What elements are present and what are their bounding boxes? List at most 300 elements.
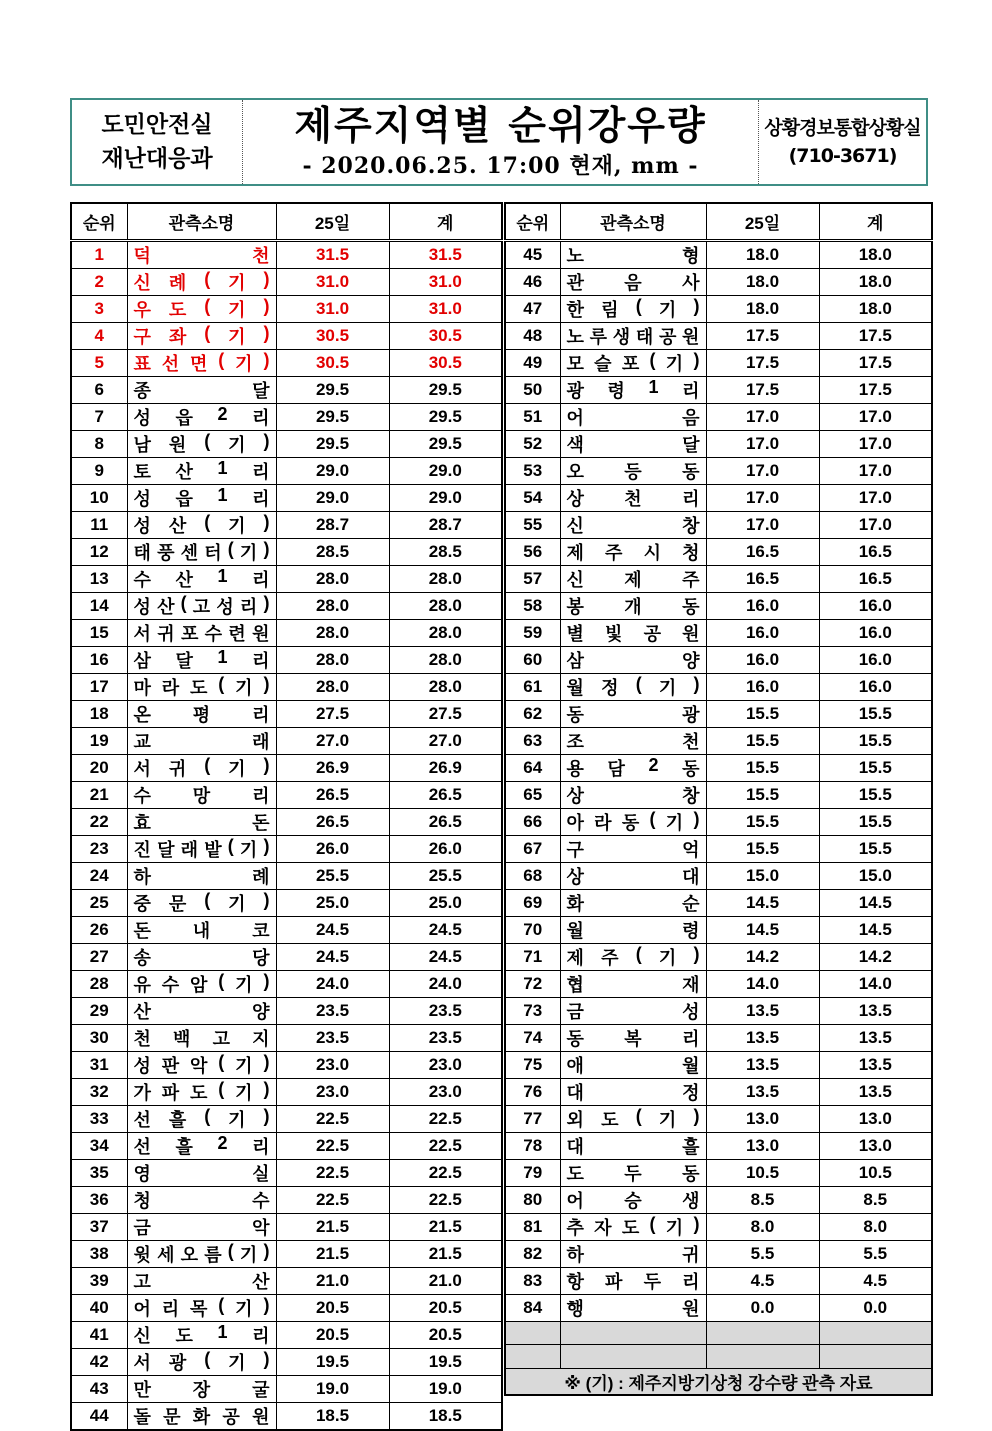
table-row bbox=[71, 1213, 502, 1240]
table-row bbox=[71, 700, 502, 727]
table-row bbox=[505, 1105, 932, 1132]
total-rain-cell: 26.5 bbox=[389, 808, 502, 835]
total-rain-cell: 13.5 bbox=[819, 1024, 932, 1051]
station-name-cell bbox=[560, 322, 706, 349]
day-rain-cell: 13.5 bbox=[706, 1078, 819, 1105]
day-rain-cell: 19.5 bbox=[276, 1348, 389, 1375]
station-name-cell bbox=[127, 1159, 276, 1186]
day-rain-cell: 28.0 bbox=[276, 646, 389, 673]
station-name: 중 문 ( 기 ) bbox=[133, 889, 270, 914]
day-rain-cell: 17.5 bbox=[706, 376, 819, 403]
station-name-cell bbox=[127, 349, 276, 376]
title-box bbox=[243, 100, 759, 184]
station-name: 동 복 리 bbox=[566, 1028, 700, 1049]
total-rain-cell: 5.5 bbox=[819, 1240, 932, 1267]
day-rain-cell: 0.0 bbox=[706, 1294, 819, 1321]
total-rain-cell: 13.0 bbox=[819, 1132, 932, 1159]
rank-cell: 79 bbox=[505, 1159, 560, 1186]
station-name: 어 음 bbox=[566, 407, 700, 428]
day-rain-cell: 26.5 bbox=[276, 781, 389, 808]
col-station: 관측소명 bbox=[127, 203, 276, 240]
rank-cell: 7 bbox=[71, 403, 127, 430]
table-row bbox=[71, 916, 502, 943]
table-row bbox=[505, 592, 932, 619]
day-rain-cell: 27.5 bbox=[276, 700, 389, 727]
table-row bbox=[71, 295, 502, 322]
rank-cell: 83 bbox=[505, 1267, 560, 1294]
station-name: 금 성 bbox=[566, 1001, 700, 1022]
rank-cell: 54 bbox=[505, 484, 560, 511]
day-rain-cell: 24.5 bbox=[276, 943, 389, 970]
total-rain-cell: 13.5 bbox=[819, 997, 932, 1024]
station-name: 표 선 면 ( 기 ) bbox=[133, 349, 270, 374]
station-name-cell bbox=[127, 727, 276, 754]
rank-cell: 63 bbox=[505, 727, 560, 754]
empty-cell bbox=[819, 1321, 932, 1345]
station-name-cell bbox=[127, 484, 276, 511]
station-name: 신 제 주 bbox=[566, 569, 700, 590]
station-name: 종 달 bbox=[133, 380, 270, 401]
station-name-cell bbox=[560, 1051, 706, 1078]
total-rain-cell: 0.0 bbox=[819, 1294, 932, 1321]
station-name-cell bbox=[560, 754, 706, 781]
total-rain-cell: 17.0 bbox=[819, 457, 932, 484]
rank-cell: 29 bbox=[71, 997, 127, 1024]
station-name: 영 실 bbox=[133, 1163, 270, 1184]
total-rain-cell: 15.0 bbox=[819, 862, 932, 889]
station-name-cell bbox=[127, 295, 276, 322]
rank-cell: 27 bbox=[71, 943, 127, 970]
rank-cell: 75 bbox=[505, 1051, 560, 1078]
station-name-cell bbox=[127, 1294, 276, 1321]
table-row bbox=[71, 1321, 502, 1348]
empty-row bbox=[505, 1321, 932, 1345]
col-total: 계 bbox=[819, 203, 932, 240]
table-row bbox=[505, 430, 932, 457]
total-rain-cell: 13.0 bbox=[819, 1105, 932, 1132]
rank-cell: 61 bbox=[505, 673, 560, 700]
station-name-cell bbox=[127, 1321, 276, 1348]
table-row bbox=[71, 565, 502, 592]
table-row bbox=[71, 1051, 502, 1078]
total-rain-cell: 31.0 bbox=[389, 268, 502, 295]
total-rain-cell: 21.5 bbox=[389, 1240, 502, 1267]
total-rain-cell: 14.5 bbox=[819, 889, 932, 916]
empty-cell bbox=[505, 1345, 560, 1369]
station-name-cell bbox=[127, 997, 276, 1024]
total-rain-cell: 22.5 bbox=[389, 1186, 502, 1213]
table-row bbox=[71, 1159, 502, 1186]
table-row bbox=[71, 1402, 502, 1430]
total-rain-cell: 28.5 bbox=[389, 538, 502, 565]
station-name-cell bbox=[127, 781, 276, 808]
station-name: 수 망 리 bbox=[133, 785, 270, 806]
day-rain-cell: 16.0 bbox=[706, 592, 819, 619]
total-rain-cell: 17.0 bbox=[819, 403, 932, 430]
day-rain-cell: 24.0 bbox=[276, 970, 389, 997]
rank-cell: 65 bbox=[505, 781, 560, 808]
station-name: 선 흘 ( 기 ) bbox=[133, 1105, 270, 1130]
rank-cell: 47 bbox=[505, 295, 560, 322]
table-row bbox=[505, 781, 932, 808]
day-rain-cell: 31.0 bbox=[276, 268, 389, 295]
rank-cell: 53 bbox=[505, 457, 560, 484]
station-name: 온 평 리 bbox=[133, 704, 270, 725]
rank-cell: 35 bbox=[71, 1159, 127, 1186]
station-name: 별 빛 공 원 bbox=[566, 623, 700, 644]
rank-cell: 33 bbox=[71, 1105, 127, 1132]
station-name: 도 두 동 bbox=[566, 1163, 700, 1184]
rainfall-table-right bbox=[504, 202, 933, 1396]
station-name: 선 흘 2 리 bbox=[133, 1132, 270, 1157]
total-rain-cell: 30.5 bbox=[389, 349, 502, 376]
table-row bbox=[505, 538, 932, 565]
station-name: 삼 달 1 리 bbox=[133, 646, 270, 671]
empty-cell bbox=[706, 1321, 819, 1345]
station-name: 아 라 동 ( 기 ) bbox=[566, 808, 700, 833]
day-rain-cell: 14.5 bbox=[706, 889, 819, 916]
contact-box bbox=[759, 100, 926, 184]
station-name: 어 리 목 ( 기 ) bbox=[133, 1294, 270, 1319]
day-rain-cell: 21.5 bbox=[276, 1213, 389, 1240]
table-header-row bbox=[71, 203, 502, 240]
rank-cell: 64 bbox=[505, 754, 560, 781]
rank-cell: 16 bbox=[71, 646, 127, 673]
rank-cell: 82 bbox=[505, 1240, 560, 1267]
day-rain-cell: 15.0 bbox=[706, 862, 819, 889]
total-rain-cell: 21.5 bbox=[389, 1213, 502, 1240]
total-rain-cell: 29.0 bbox=[389, 457, 502, 484]
table-row bbox=[505, 511, 932, 538]
total-rain-cell: 17.0 bbox=[819, 484, 932, 511]
day-rain-cell: 15.5 bbox=[706, 700, 819, 727]
station-name: 성 산 ( 고 성 리 ) bbox=[133, 592, 270, 617]
day-rain-cell: 16.0 bbox=[706, 619, 819, 646]
station-name: 청 수 bbox=[133, 1190, 270, 1211]
day-rain-cell: 8.5 bbox=[706, 1186, 819, 1213]
total-rain-cell: 17.5 bbox=[819, 322, 932, 349]
station-name-cell bbox=[560, 700, 706, 727]
total-rain-cell: 17.0 bbox=[819, 430, 932, 457]
table-row bbox=[71, 970, 502, 997]
office-name: 상황경보통합상황실 bbox=[764, 117, 921, 139]
table-row bbox=[71, 1375, 502, 1402]
office-phone: (710-3671) bbox=[788, 145, 897, 167]
col-day: 25일 bbox=[276, 203, 389, 240]
station-name: 성 읍 1 리 bbox=[133, 484, 270, 509]
table-row bbox=[505, 403, 932, 430]
station-name-cell bbox=[560, 835, 706, 862]
station-name: 윗 세 오 름 ( 기 ) bbox=[133, 1240, 270, 1265]
station-name-cell bbox=[560, 565, 706, 592]
station-name-cell bbox=[560, 430, 706, 457]
day-rain-cell: 25.0 bbox=[276, 889, 389, 916]
total-rain-cell: 23.0 bbox=[389, 1051, 502, 1078]
day-rain-cell: 22.5 bbox=[276, 1186, 389, 1213]
total-rain-cell: 18.0 bbox=[819, 240, 932, 268]
day-rain-cell: 16.0 bbox=[706, 646, 819, 673]
rank-cell: 46 bbox=[505, 268, 560, 295]
table-row bbox=[71, 592, 502, 619]
station-name: 돈 내 코 bbox=[133, 920, 270, 941]
rank-cell: 48 bbox=[505, 322, 560, 349]
total-rain-cell: 31.0 bbox=[389, 295, 502, 322]
rank-cell: 66 bbox=[505, 808, 560, 835]
station-name: 성 읍 2 리 bbox=[133, 403, 270, 428]
total-rain-cell: 17.5 bbox=[819, 376, 932, 403]
day-rain-cell: 15.5 bbox=[706, 727, 819, 754]
table-row bbox=[505, 484, 932, 511]
station-name: 노 루 생 태 공 원 bbox=[566, 326, 700, 347]
total-rain-cell: 23.5 bbox=[389, 997, 502, 1024]
day-rain-cell: 17.0 bbox=[706, 403, 819, 430]
rank-cell: 45 bbox=[505, 240, 560, 268]
table-row bbox=[71, 619, 502, 646]
station-name: 하 례 bbox=[133, 866, 270, 887]
table-row bbox=[505, 727, 932, 754]
station-name-cell bbox=[560, 727, 706, 754]
station-name-cell bbox=[127, 376, 276, 403]
table-row bbox=[505, 1024, 932, 1051]
station-name: 삼 양 bbox=[566, 650, 700, 671]
total-rain-cell: 24.5 bbox=[389, 943, 502, 970]
station-name: 진 달 래 밭 ( 기 ) bbox=[133, 835, 270, 860]
rank-cell: 58 bbox=[505, 592, 560, 619]
station-name-cell bbox=[127, 1132, 276, 1159]
day-rain-cell: 28.7 bbox=[276, 511, 389, 538]
station-name: 조 천 bbox=[566, 731, 700, 752]
total-rain-cell: 24.0 bbox=[389, 970, 502, 997]
table-row bbox=[71, 322, 502, 349]
table-row bbox=[71, 781, 502, 808]
station-name: 구 좌 ( 기 ) bbox=[133, 322, 270, 347]
station-name: 효 돈 bbox=[133, 812, 270, 833]
station-name: 색 달 bbox=[566, 434, 700, 455]
table-row bbox=[505, 889, 932, 916]
table-row bbox=[71, 484, 502, 511]
station-name-cell bbox=[127, 240, 276, 268]
rank-cell: 1 bbox=[71, 240, 127, 268]
station-name: 천 백 고 지 bbox=[133, 1028, 270, 1049]
station-name-cell bbox=[560, 484, 706, 511]
station-name: 외 도 ( 기 ) bbox=[566, 1105, 700, 1130]
day-rain-cell: 27.0 bbox=[276, 727, 389, 754]
table-row bbox=[505, 457, 932, 484]
station-name-cell bbox=[127, 943, 276, 970]
rank-cell: 8 bbox=[71, 430, 127, 457]
rank-cell: 13 bbox=[71, 565, 127, 592]
table-row bbox=[71, 1240, 502, 1267]
empty-cell bbox=[560, 1345, 706, 1369]
total-rain-cell: 15.5 bbox=[819, 700, 932, 727]
rank-cell: 39 bbox=[71, 1267, 127, 1294]
station-name: 수 산 1 리 bbox=[133, 565, 270, 590]
rank-cell: 73 bbox=[505, 997, 560, 1024]
day-rain-cell: 18.5 bbox=[276, 1402, 389, 1430]
day-rain-cell: 8.0 bbox=[706, 1213, 819, 1240]
day-rain-cell: 17.0 bbox=[706, 511, 819, 538]
total-rain-cell: 16.5 bbox=[819, 565, 932, 592]
station-name: 가 파 도 ( 기 ) bbox=[133, 1078, 270, 1103]
total-rain-cell: 14.0 bbox=[819, 970, 932, 997]
station-name-cell bbox=[560, 538, 706, 565]
station-name: 하 귀 bbox=[566, 1244, 700, 1265]
rank-cell: 11 bbox=[71, 511, 127, 538]
rank-cell: 5 bbox=[71, 349, 127, 376]
col-station: 관측소명 bbox=[560, 203, 706, 240]
station-name: 애 월 bbox=[566, 1055, 700, 1076]
rank-cell: 19 bbox=[71, 727, 127, 754]
day-rain-cell: 30.5 bbox=[276, 322, 389, 349]
station-name-cell bbox=[127, 1024, 276, 1051]
station-name-cell bbox=[560, 403, 706, 430]
table-row bbox=[71, 1186, 502, 1213]
total-rain-cell: 18.5 bbox=[389, 1402, 502, 1430]
total-rain-cell: 18.0 bbox=[819, 268, 932, 295]
station-name: 토 산 1 리 bbox=[133, 457, 270, 482]
day-rain-cell: 28.0 bbox=[276, 619, 389, 646]
table-row bbox=[505, 1267, 932, 1294]
rank-cell: 69 bbox=[505, 889, 560, 916]
total-rain-cell: 28.0 bbox=[389, 619, 502, 646]
station-name-cell bbox=[560, 970, 706, 997]
station-name-cell bbox=[127, 619, 276, 646]
station-name: 태 풍 센 터 ( 기 ) bbox=[133, 538, 270, 563]
station-name-cell bbox=[560, 240, 706, 268]
station-name-cell bbox=[560, 943, 706, 970]
station-name-cell bbox=[560, 781, 706, 808]
day-rain-cell: 16.5 bbox=[706, 538, 819, 565]
table-row bbox=[71, 430, 502, 457]
total-rain-cell: 15.5 bbox=[819, 835, 932, 862]
total-rain-cell: 22.5 bbox=[389, 1159, 502, 1186]
col-day: 25일 bbox=[706, 203, 819, 240]
report-title: 제주지역별 순위강우량 bbox=[294, 104, 707, 149]
total-rain-cell: 29.0 bbox=[389, 484, 502, 511]
total-rain-cell: 28.0 bbox=[389, 646, 502, 673]
station-name: 대 흘 bbox=[566, 1136, 700, 1157]
day-rain-cell: 18.0 bbox=[706, 240, 819, 268]
day-rain-cell: 14.0 bbox=[706, 970, 819, 997]
col-total: 계 bbox=[389, 203, 502, 240]
day-rain-cell: 24.5 bbox=[276, 916, 389, 943]
table-row bbox=[505, 862, 932, 889]
station-name-cell bbox=[560, 619, 706, 646]
table-row bbox=[71, 538, 502, 565]
total-rain-cell: 18.0 bbox=[819, 295, 932, 322]
rank-cell: 17 bbox=[71, 673, 127, 700]
total-rain-cell: 14.5 bbox=[819, 916, 932, 943]
rank-cell: 52 bbox=[505, 430, 560, 457]
day-rain-cell: 23.0 bbox=[276, 1078, 389, 1105]
station-name: 동 광 bbox=[566, 704, 700, 725]
total-rain-cell: 27.0 bbox=[389, 727, 502, 754]
station-name-cell bbox=[127, 457, 276, 484]
table-row bbox=[71, 1294, 502, 1321]
rank-cell: 74 bbox=[505, 1024, 560, 1051]
station-name: 구 억 bbox=[566, 839, 700, 860]
station-name-cell bbox=[127, 808, 276, 835]
station-name: 모 슬 포 ( 기 ) bbox=[566, 349, 700, 374]
table-row bbox=[71, 646, 502, 673]
station-name-cell bbox=[560, 862, 706, 889]
total-rain-cell: 13.5 bbox=[819, 1051, 932, 1078]
day-rain-cell: 26.5 bbox=[276, 808, 389, 835]
total-rain-cell: 14.2 bbox=[819, 943, 932, 970]
rank-cell: 77 bbox=[505, 1105, 560, 1132]
table-row bbox=[71, 240, 502, 268]
station-name: 오 등 동 bbox=[566, 461, 700, 482]
station-name-cell bbox=[127, 1105, 276, 1132]
station-name: 남 원 ( 기 ) bbox=[133, 430, 270, 455]
day-rain-cell: 19.0 bbox=[276, 1375, 389, 1402]
rank-cell: 76 bbox=[505, 1078, 560, 1105]
station-name: 유 수 암 ( 기 ) bbox=[133, 970, 270, 995]
total-rain-cell: 15.5 bbox=[819, 808, 932, 835]
day-rain-cell: 17.0 bbox=[706, 484, 819, 511]
station-name: 성 판 악 ( 기 ) bbox=[133, 1051, 270, 1076]
department-name: 도민안전실 bbox=[101, 112, 213, 138]
station-name-cell bbox=[560, 997, 706, 1024]
rank-cell: 60 bbox=[505, 646, 560, 673]
station-name: 제 주 시 청 bbox=[566, 542, 700, 563]
rank-cell: 22 bbox=[71, 808, 127, 835]
table-row bbox=[71, 943, 502, 970]
day-rain-cell: 17.0 bbox=[706, 457, 819, 484]
total-rain-cell: 22.5 bbox=[389, 1132, 502, 1159]
table-row bbox=[505, 1240, 932, 1267]
station-name: 한 림 ( 기 ) bbox=[566, 295, 700, 320]
total-rain-cell: 29.5 bbox=[389, 403, 502, 430]
rank-cell: 3 bbox=[71, 295, 127, 322]
department-box bbox=[72, 100, 243, 184]
station-name: 상 대 bbox=[566, 866, 700, 887]
station-name-cell bbox=[560, 268, 706, 295]
station-name: 서 귀 ( 기 ) bbox=[133, 754, 270, 779]
station-name: 신 도 1 리 bbox=[133, 1321, 270, 1346]
station-name: 봉 개 동 bbox=[566, 596, 700, 617]
rank-cell: 36 bbox=[71, 1186, 127, 1213]
rank-cell: 6 bbox=[71, 376, 127, 403]
station-name: 추 자 도 ( 기 ) bbox=[566, 1213, 700, 1238]
station-name-cell bbox=[560, 1213, 706, 1240]
station-name-cell bbox=[127, 592, 276, 619]
rank-cell: 84 bbox=[505, 1294, 560, 1321]
total-rain-cell: 16.0 bbox=[819, 619, 932, 646]
table-row bbox=[505, 916, 932, 943]
station-name-cell bbox=[127, 673, 276, 700]
rank-cell: 42 bbox=[71, 1348, 127, 1375]
total-rain-cell: 25.5 bbox=[389, 862, 502, 889]
table-row bbox=[505, 646, 932, 673]
table-row bbox=[71, 376, 502, 403]
table-row bbox=[71, 1105, 502, 1132]
day-rain-cell: 15.5 bbox=[706, 835, 819, 862]
station-name-cell bbox=[127, 835, 276, 862]
day-rain-cell: 16.0 bbox=[706, 673, 819, 700]
station-name-cell bbox=[127, 403, 276, 430]
table-row bbox=[505, 943, 932, 970]
table-row bbox=[71, 1132, 502, 1159]
total-rain-cell: 16.0 bbox=[819, 673, 932, 700]
rank-cell: 4 bbox=[71, 322, 127, 349]
station-name-cell bbox=[127, 1078, 276, 1105]
station-name-cell bbox=[127, 1240, 276, 1267]
total-rain-cell: 31.5 bbox=[389, 240, 502, 268]
rank-cell: 41 bbox=[71, 1321, 127, 1348]
table-row bbox=[71, 862, 502, 889]
rank-cell: 37 bbox=[71, 1213, 127, 1240]
